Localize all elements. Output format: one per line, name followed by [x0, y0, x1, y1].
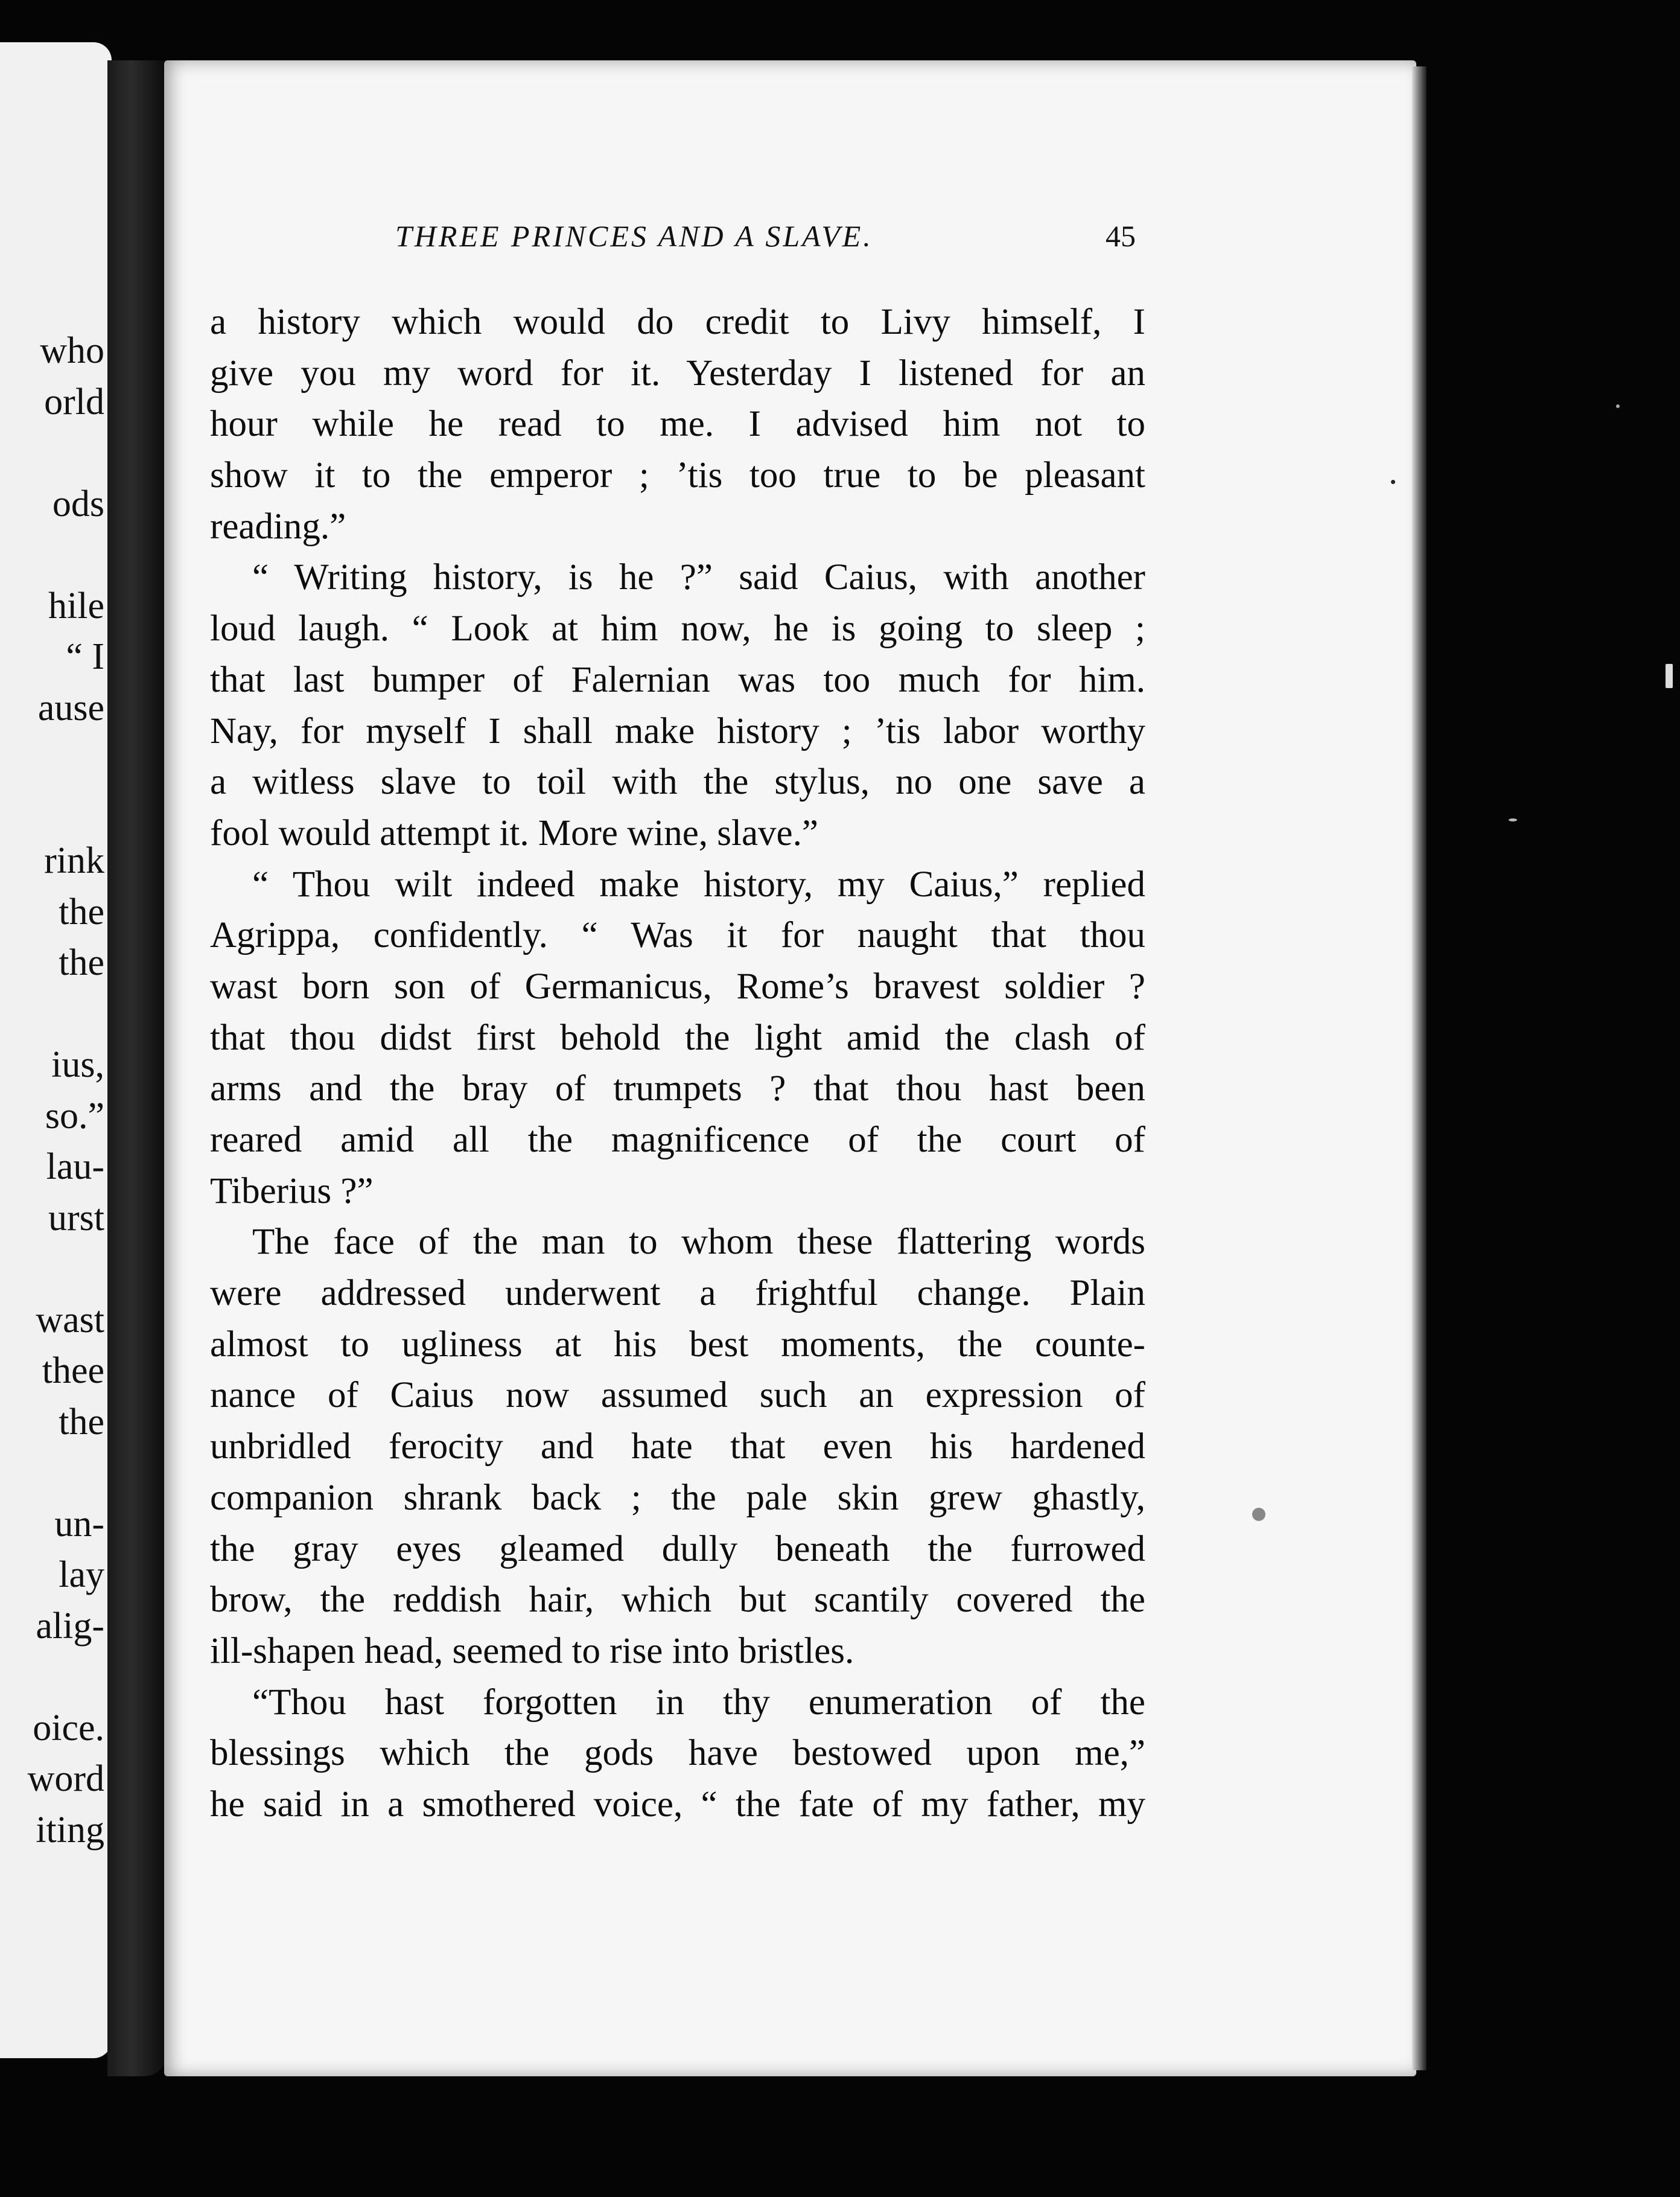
left-page-word: word	[27, 1758, 104, 1799]
dust-speck	[1252, 1508, 1265, 1521]
text-line: were addressed underwent a frightful change. Plain	[210, 1273, 1145, 1314]
left-page-word: so.”	[45, 1095, 104, 1137]
dust-speck	[1391, 480, 1395, 484]
dust-speck	[1666, 664, 1673, 688]
dust-speck	[1616, 404, 1620, 408]
text-line: “Thou hast forgotten in thy enumeration of the	[252, 1682, 1145, 1723]
text-line: the gray eyes gleamed dully beneath the furrowed	[210, 1528, 1145, 1569]
text-line: hour while he read to me. I advised him not to	[210, 404, 1145, 445]
left-page-word: iting	[36, 1809, 104, 1851]
left-page-word: thee	[42, 1350, 104, 1391]
left-page-word: lau-	[46, 1146, 104, 1187]
left-page-word: ods	[52, 483, 104, 525]
left-page-word: rink	[44, 840, 104, 881]
left-page-fragment	[0, 42, 112, 2058]
left-page-word: the	[59, 942, 104, 983]
left-page-word: the	[59, 1401, 104, 1443]
left-page-word: oice.	[33, 1707, 104, 1749]
text-line: a witless slave to toil with the stylus, no one save a	[210, 762, 1145, 803]
left-page-word: “ I	[66, 636, 104, 677]
text-line: The face of the man to whom these flattering words	[252, 1222, 1145, 1263]
left-page-word: un-	[54, 1503, 104, 1545]
left-page-word: lay	[59, 1554, 104, 1595]
text-line: reared amid all the magnificence of the court of	[210, 1120, 1145, 1160]
text-line: brow, the reddish hair, which but scantily covered the	[210, 1580, 1145, 1621]
text-line: companion shrank back ; the pale skin grew ghastly,	[210, 1477, 1145, 1518]
text-line: show it to the emperor ; ’tis too true to be pleasant	[210, 455, 1145, 496]
left-page-word: alig-	[36, 1605, 104, 1647]
text-line: Agrippa, confidently. “ Was it for naught that thou	[210, 915, 1145, 956]
running-head: THREE PRINCES AND A SLAVE.	[395, 219, 873, 253]
left-page-word: ause	[37, 687, 104, 729]
text-line: Nay, for myself I shall make history ; ’tis labor worthy	[210, 710, 1145, 751]
text-line: that last bumper of Falernian was too much for him.	[210, 659, 1145, 700]
left-page-word: the	[59, 891, 104, 933]
left-page-word: who	[40, 330, 104, 371]
page-number: 45	[1106, 219, 1136, 253]
dust-speck	[1509, 818, 1517, 821]
book-gutter	[107, 60, 168, 2076]
text-line: a history which would do credit to Livy himself, I	[210, 302, 1145, 342]
text-line: unbridled ferocity and hate that even his hardened	[210, 1426, 1145, 1467]
text-line: almost to ugliness at his best moments, the counte-	[210, 1324, 1145, 1365]
left-page-word: orld	[44, 381, 104, 422]
text-line: ill-shapen head, seemed to rise into bristles.	[210, 1630, 854, 1671]
text-line: “ Thou wilt indeed make history, my Caius,” replied	[252, 864, 1145, 905]
text-line: Tiberius ?”	[210, 1170, 374, 1211]
text-line: wast born son of Germanicus, Rome’s bravest soldier ?	[210, 966, 1145, 1007]
text-line: nance of Caius now assumed such an expression of	[210, 1375, 1145, 1416]
left-page-word: hile	[48, 585, 104, 627]
text-line: give you my word for it. Yesterday I listened for an	[210, 352, 1145, 394]
text-line: reading.”	[210, 506, 346, 547]
text-line: arms and the bray of trumpets ? that thou hast been	[210, 1068, 1145, 1109]
text-line: he said in a smothered voice, “ the fate of my father, my	[210, 1784, 1145, 1825]
left-page-word: ius,	[51, 1044, 104, 1085]
text-line: loud laugh. “ Look at him now, he is going to sleep ;	[210, 608, 1145, 649]
text-line: fool would attempt it. More wine, slave.”	[210, 812, 818, 853]
text-line: that thou didst first behold the light amid the clash of	[210, 1017, 1145, 1058]
left-page-word: urst	[48, 1197, 104, 1239]
text-line: blessings which the gods have bestowed upon me,”	[210, 1733, 1145, 1774]
body-text	[210, 297, 1145, 1831]
page-edge	[1412, 66, 1427, 2070]
left-page-word: wast	[36, 1299, 104, 1341]
text-line: “ Writing history, is he ?” said Caius, with another	[252, 557, 1145, 598]
